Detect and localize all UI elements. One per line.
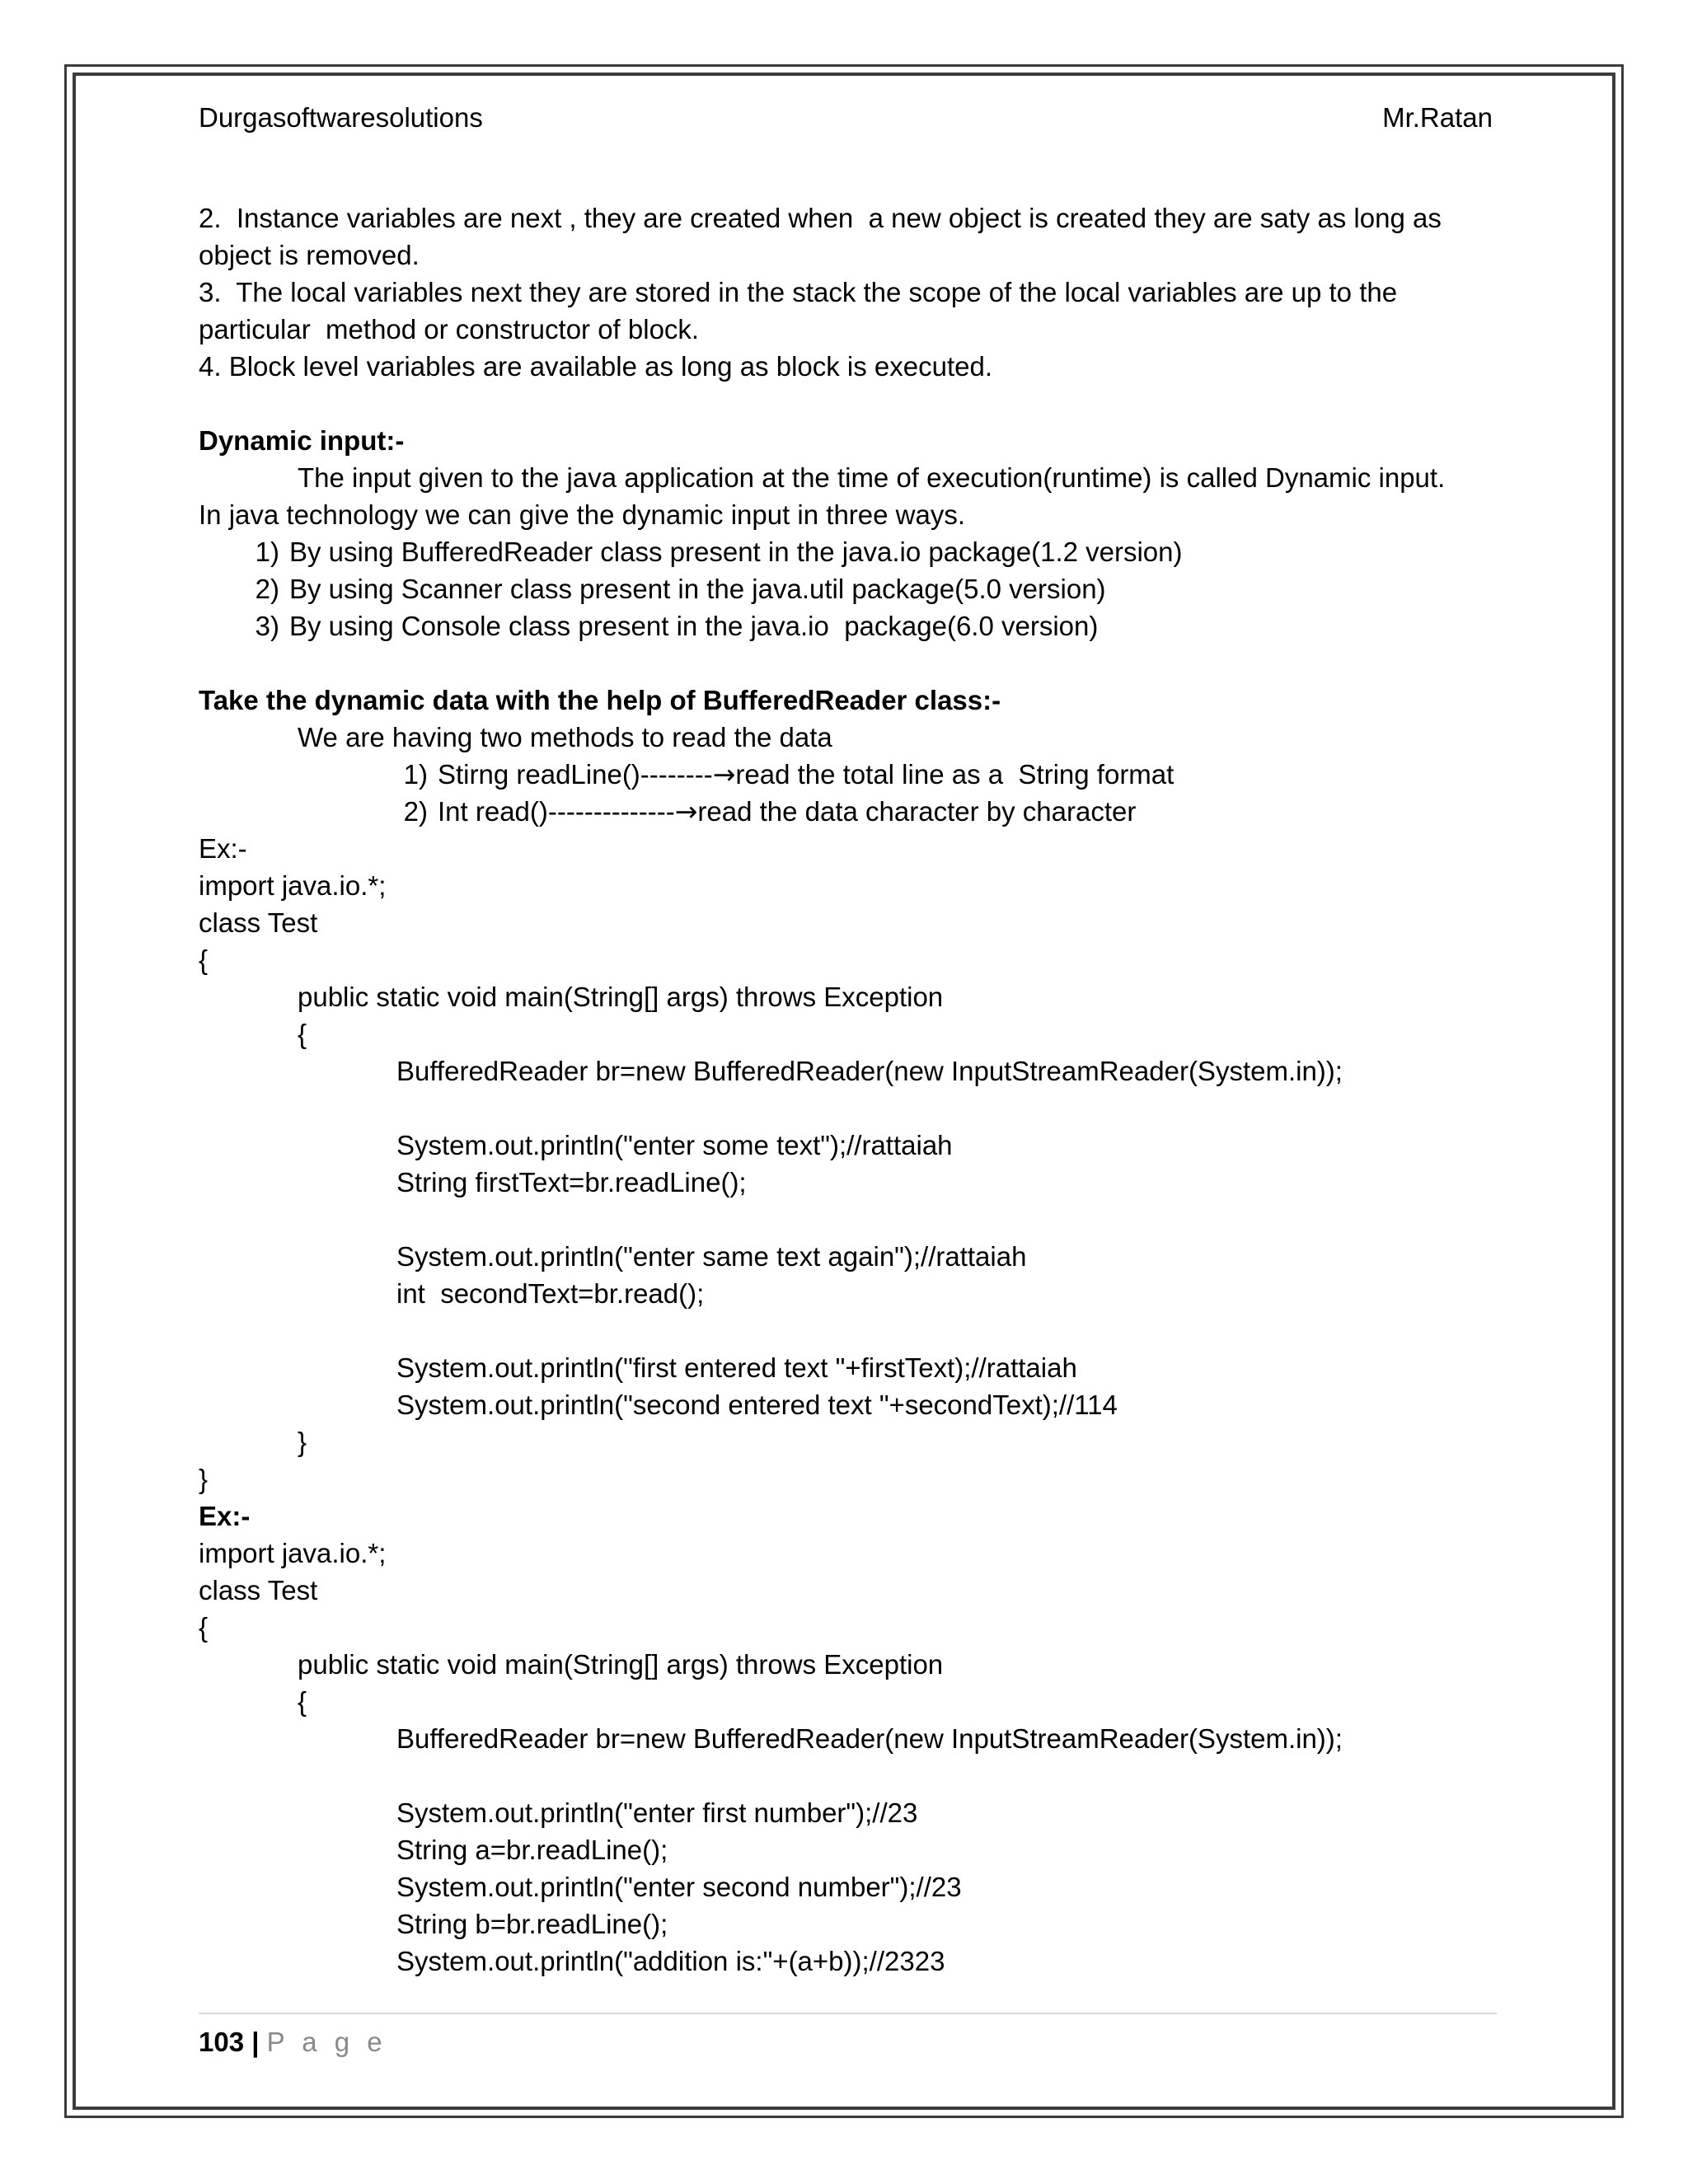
code-line: import java.io.*;: [199, 870, 387, 901]
list-number: 1): [403, 759, 428, 790]
code-line: int secondText=br.read();: [396, 1278, 705, 1309]
code-line: class Test: [199, 1575, 318, 1605]
code-line: System.out.println("second entered text "+secondText);//114: [396, 1390, 1118, 1420]
code-line: System.out.println("first entered text "+firstText);//rattaiah: [396, 1352, 1077, 1383]
list-text: By using Scanner class present in the java.util package(5.0 version): [289, 574, 1106, 604]
method-desc: read the data character by character: [697, 796, 1137, 827]
code-line: System.out.println("enter same text again");//rattaiah: [396, 1241, 1027, 1272]
code-line: public static void main(String[] args) throws Exception: [298, 982, 944, 1012]
header-company: Durgasoftwaresolutions: [199, 102, 483, 133]
blank-line: [199, 644, 1493, 682]
list-item: [199, 793, 1493, 830]
page-label: P a g e: [266, 2027, 387, 2057]
list-number: 2): [403, 796, 428, 827]
blank-line: [199, 1090, 1493, 1127]
code-line: System.out.println("enter second number");//23: [396, 1872, 962, 1902]
section-heading-dynamic-input: Dynamic input:-: [199, 425, 405, 456]
code-line: String firstText=br.readLine();: [396, 1167, 747, 1197]
paragraph-line: We are having two methods to read the data: [298, 722, 832, 752]
blank-line: [199, 385, 1493, 422]
code-line: import java.io.*;: [199, 1538, 387, 1568]
right-arrow-icon: →: [712, 758, 736, 790]
code-line: BufferedReader br=new BufferedReader(new InputStreamReader(System.in));: [396, 1723, 1343, 1754]
list-text: By using BufferedReader class present in the java.io package(1.2 version): [289, 537, 1183, 567]
method-name: Int read()--------------: [438, 796, 675, 827]
text-line: 4. Block level variables are available as long as block is executed.: [199, 351, 993, 382]
paragraph-line: In java technology we can give the dynamic input in three ways.: [199, 499, 966, 530]
text-line: particular method or constructor of block.: [199, 314, 700, 344]
code-line: String b=br.readLine();: [396, 1909, 668, 1939]
blank-line: [199, 1201, 1493, 1238]
list-number: 3): [255, 611, 279, 641]
header-author: Mr.Ratan: [1382, 102, 1493, 133]
text-line: 2. Instance variables are next , they are created when a new object is created they are saty as long as: [199, 203, 1442, 233]
code-line: System.out.println("addition is:"+(a+b));//2323: [396, 1946, 945, 1976]
list-text: By using Console class present in the java.io package(6.0 version): [289, 611, 1099, 641]
text-line: object is removed.: [199, 240, 420, 270]
footer-separator: |: [251, 2027, 260, 2057]
paragraph-line: The input given to the java application at the time of execution(runtime) is called Dynamic input.: [298, 462, 1446, 493]
code-line: String a=br.readLine();: [396, 1835, 668, 1865]
code-line: {: [199, 944, 209, 975]
list-number: 2): [255, 574, 279, 604]
text-line: 3. The local variables next they are stored in the stack the scope of the local variables are up to the: [199, 277, 1398, 307]
method-desc: read the total line as a String format: [735, 759, 1175, 790]
list-item: [199, 607, 1493, 644]
code-line: {: [199, 1612, 209, 1643]
page-header: [199, 99, 1493, 136]
code-line: }: [199, 1464, 209, 1494]
code-line: System.out.println("enter some text");//rattaiah: [396, 1130, 953, 1160]
page-footer: [199, 2023, 387, 2060]
code-line: }: [298, 1427, 307, 1457]
code-line: {: [298, 1019, 307, 1049]
method-name: Stirng readLine()--------: [438, 759, 713, 790]
page-number: 103: [199, 2027, 245, 2057]
code-line: {: [298, 1686, 307, 1717]
list-item: [199, 533, 1493, 570]
example-label: Ex:-: [199, 1501, 251, 1531]
blank-line: [199, 1757, 1493, 1794]
code-line: System.out.println("enter first number");//23: [396, 1797, 918, 1828]
section-heading-buffered-reader: Take the dynamic data with the help of BufferedReader class:-: [199, 685, 1001, 715]
code-line: class Test: [199, 907, 318, 938]
code-line: public static void main(String[] args) throws Exception: [298, 1649, 944, 1680]
list-item: [199, 756, 1493, 793]
example-label: Ex:-: [199, 833, 247, 864]
page-content: [199, 199, 1493, 1980]
right-arrow-icon: →: [674, 795, 698, 827]
list-item: [199, 570, 1493, 607]
code-line: BufferedReader br=new BufferedReader(new InputStreamReader(System.in));: [396, 1056, 1343, 1086]
blank-line: [199, 1312, 1493, 1349]
list-number: 1): [255, 537, 279, 567]
footer-divider: [199, 2013, 1497, 2014]
